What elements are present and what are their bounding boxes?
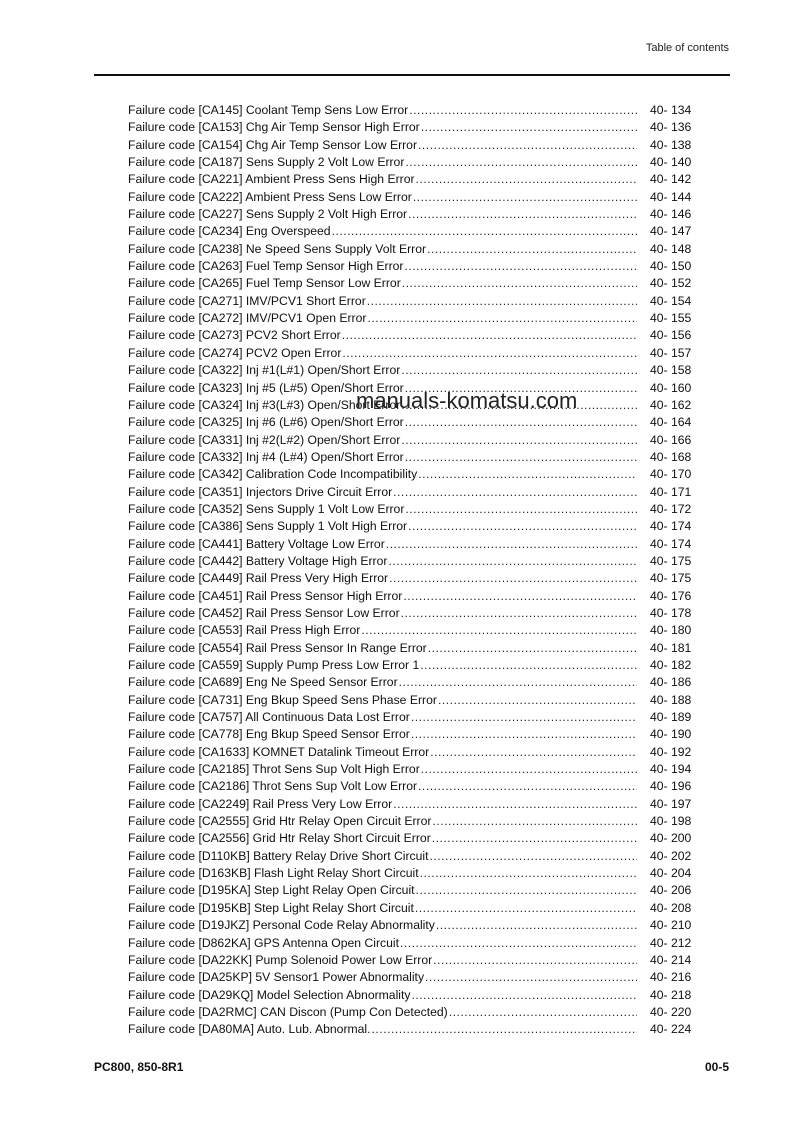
toc-entry-title: Failure code [CA273] PCV2 Short Error xyxy=(128,328,341,343)
toc-entry-page: 40- 154 xyxy=(650,293,692,308)
toc-leader-dots xyxy=(399,674,637,691)
toc-entry-page: 40- 152 xyxy=(650,276,692,291)
toc-entry-page: 40- 188 xyxy=(650,692,692,707)
toc-entry[interactable] xyxy=(128,484,710,501)
toc-entry-title: Failure code [CA452] Rail Press Sensor Low Error xyxy=(128,605,400,620)
toc-leader-dots xyxy=(436,917,637,934)
toc-entry-title: Failure code [DA80MA] Auto. Lub. Abnormal. xyxy=(128,1022,371,1037)
toc-leader-dots xyxy=(432,830,637,847)
toc-entry-title: Failure code [D163KB] Flash Light Relay Short Circuit xyxy=(128,866,419,881)
toc-entry[interactable] xyxy=(128,709,710,726)
toc-entry[interactable] xyxy=(128,778,710,795)
toc-entry-title: Failure code [CA332] Inj #4 (L#4) Open/Short Error xyxy=(128,449,404,464)
toc-entry[interactable] xyxy=(128,241,710,258)
toc-entry-title: Failure code [CA323] Inj #5 (L#5) Open/Short Error xyxy=(128,380,404,395)
toc-entry[interactable] xyxy=(128,900,710,917)
toc-leader-dots xyxy=(388,553,637,570)
toc-entry[interactable] xyxy=(128,275,710,292)
toc-entry-title: Failure code [CA227] Sens Supply 2 Volt High Error xyxy=(128,207,408,222)
toc-entry-title: Failure code [CA1633] KOMNET Datalink Timeout Error xyxy=(128,744,430,759)
toc-entry-page: 40- 156 xyxy=(650,328,692,343)
toc-entry[interactable] xyxy=(128,570,710,587)
toc-leader-dots xyxy=(416,882,637,899)
toc-entry-page: 40- 214 xyxy=(650,952,692,967)
toc-entry-title: Failure code [CA274] PCV2 Open Error xyxy=(128,345,342,360)
toc-entry-page: 40- 147 xyxy=(650,224,692,239)
toc-entry[interactable] xyxy=(128,969,710,986)
toc-entry-title: Failure code [CA324] Inj #3(L#3) Open/Short Error xyxy=(128,397,401,412)
toc-leader-dots xyxy=(342,327,637,344)
toc-leader-dots xyxy=(430,744,637,761)
toc-entry-title: Failure code [CA222] Ambient Press Sens Low Error xyxy=(128,189,412,204)
toc-entry-page: 40- 160 xyxy=(650,380,692,395)
toc-entry-page: 40- 200 xyxy=(650,831,692,846)
toc-entry[interactable] xyxy=(128,692,710,709)
toc-entry[interactable] xyxy=(128,327,710,344)
toc-entry-title: Failure code [CA757] All Continuous Data Lost Error xyxy=(128,710,410,725)
toc-entry-title: Failure code [CA352] Sens Supply 1 Volt Low Error xyxy=(128,501,405,516)
toc-leader-dots xyxy=(372,1021,637,1038)
toc-entry-page: 40- 176 xyxy=(650,588,692,603)
toc-entry-title: Failure code [DA29KQ] Model Selection Abnormality xyxy=(128,987,411,1002)
section-title: Table of contents xyxy=(645,42,729,54)
toc-leader-dots xyxy=(413,189,637,206)
toc-leader-dots xyxy=(386,536,637,553)
toc-leader-dots xyxy=(433,952,637,969)
toc-entry-title: Failure code [CA2186] Throt Sens Sup Volt Low Error xyxy=(128,779,418,794)
toc-entry-page: 40- 136 xyxy=(650,120,692,135)
toc-leader-dots xyxy=(418,778,637,795)
toc-entry-title: Failure code [CA153] Chg Air Temp Sensor High Error xyxy=(128,120,420,135)
toc-entry-page: 40- 218 xyxy=(650,987,692,1002)
toc-leader-dots xyxy=(367,293,637,310)
toc-leader-dots xyxy=(427,241,637,258)
toc-entry-page: 40- 178 xyxy=(650,605,692,620)
toc-entry-title: Failure code [CA451] Rail Press Sensor High Error xyxy=(128,588,403,603)
toc-entry[interactable] xyxy=(128,206,710,223)
toc-entry[interactable] xyxy=(128,310,710,327)
toc-entry[interactable] xyxy=(128,553,710,570)
toc-entry-page: 40- 216 xyxy=(650,970,692,985)
toc-entry-page: 40- 204 xyxy=(650,866,692,881)
toc-leader-dots xyxy=(420,657,637,674)
toc-entry-title: Failure code [CA154] Chg Air Temp Sensor Low Error xyxy=(128,137,418,152)
toc-leader-dots xyxy=(421,761,637,778)
toc-entry-page: 40- 181 xyxy=(650,640,692,655)
toc-leader-dots xyxy=(438,692,637,709)
toc-entry-title: Failure code [CA265] Fuel Temp Sensor Low Error xyxy=(128,276,401,291)
toc-entry[interactable] xyxy=(128,345,710,362)
toc-entry[interactable] xyxy=(128,189,710,206)
toc-entry-page: 40- 168 xyxy=(650,449,692,464)
toc-entry-page: 40- 148 xyxy=(650,241,692,256)
toc-entry-title: Failure code [CA441] Battery Voltage Low Error xyxy=(128,536,385,551)
toc-entry-page: 40- 164 xyxy=(650,415,692,430)
toc-entry[interactable] xyxy=(128,882,710,899)
toc-entry-page: 40- 197 xyxy=(650,796,692,811)
toc-leader-dots xyxy=(408,206,637,223)
toc-leader-dots xyxy=(449,1004,637,1021)
toc-entry-page: 40- 144 xyxy=(650,189,692,204)
toc-entry[interactable] xyxy=(128,293,710,310)
toc-entry[interactable] xyxy=(128,414,710,431)
toc-leader-dots xyxy=(405,154,637,171)
toc-entry[interactable] xyxy=(128,258,710,275)
toc-entry-title: Failure code [DA25KP] 5V Sensor1 Power Abnormality xyxy=(128,970,425,985)
toc-entry[interactable] xyxy=(128,848,710,865)
toc-leader-dots xyxy=(432,813,637,830)
toc-entry-title: Failure code [CA272] IMV/PCV1 Open Error xyxy=(128,311,367,326)
toc-entry-page: 40- 166 xyxy=(650,432,692,447)
toc-entry-page: 40- 208 xyxy=(650,900,692,915)
toc-entry[interactable] xyxy=(128,154,710,171)
header-divider xyxy=(94,74,730,76)
toc-entry-page: 40- 198 xyxy=(650,814,692,829)
toc-entry[interactable] xyxy=(128,223,710,240)
toc-entry-title: Failure code [CA2249] Rail Press Very Low Error xyxy=(128,796,393,811)
toc-entry-page: 40- 174 xyxy=(650,536,692,551)
toc-leader-dots xyxy=(425,969,637,986)
toc-entry-page: 40- 180 xyxy=(650,623,692,638)
toc-leader-dots xyxy=(405,449,637,466)
toc-entry-page: 40- 212 xyxy=(650,935,692,950)
toc-entry-page: 40- 206 xyxy=(650,883,692,898)
toc-leader-dots xyxy=(400,935,637,952)
toc-entry[interactable] xyxy=(128,588,710,605)
toc-entry-title: Failure code [CA342] Calibration Code Incompatibility xyxy=(128,467,418,482)
toc-entry-page: 40- 155 xyxy=(650,311,692,326)
toc-leader-dots xyxy=(418,137,637,154)
toc-leader-dots xyxy=(367,310,637,327)
toc-entry-page: 40- 140 xyxy=(650,155,692,170)
toc-leader-dots xyxy=(405,414,637,431)
toc-entry[interactable] xyxy=(128,935,710,952)
toc-leader-dots xyxy=(404,258,637,275)
toc-leader-dots xyxy=(393,796,637,813)
toc-entry-title: Failure code [CA271] IMV/PCV1 Short Error xyxy=(128,293,366,308)
toc-entry-title: Failure code [CA331] Inj #2(L#2) Open/Short Error xyxy=(128,432,401,447)
toc-entry[interactable] xyxy=(128,605,710,622)
toc-entry[interactable] xyxy=(128,761,710,778)
toc-leader-dots xyxy=(420,865,637,882)
toc-entry[interactable] xyxy=(128,830,710,847)
toc-entry[interactable] xyxy=(128,449,710,466)
toc-entry-title: Failure code [CA187] Sens Supply 2 Volt Low Error xyxy=(128,155,405,170)
toc-entry-title: Failure code [CA322] Inj #1(L#1) Open/Short Error xyxy=(128,363,401,378)
toc-entry[interactable] xyxy=(128,501,710,518)
toc-entry-title: Failure code [CA449] Rail Press Very High Error xyxy=(128,571,389,586)
toc-entry-page: 40- 171 xyxy=(650,484,692,499)
toc-entry[interactable] xyxy=(128,796,710,813)
toc-entry[interactable] xyxy=(128,865,710,882)
toc-entry[interactable] xyxy=(128,917,710,934)
toc-leader-dots xyxy=(402,275,637,292)
toc-entry[interactable] xyxy=(128,102,710,119)
toc-entry-page: 40- 142 xyxy=(650,172,692,187)
toc-entry-page: 40- 186 xyxy=(650,675,692,690)
toc-entry-title: Failure code [D195KA] Step Light Relay Open Circuit xyxy=(128,883,415,898)
toc-entry[interactable] xyxy=(128,952,710,969)
toc-leader-dots xyxy=(361,622,637,639)
toc-entry[interactable] xyxy=(128,518,710,535)
toc-entry[interactable] xyxy=(128,674,710,691)
toc-entry[interactable] xyxy=(128,987,710,1004)
toc-entry-page: 40- 190 xyxy=(650,727,692,742)
toc-entry-page: 40- 192 xyxy=(650,744,692,759)
toc-entry-page: 40- 182 xyxy=(650,658,692,672)
toc-entry-page: 40- 189 xyxy=(650,710,692,725)
toc-leader-dots xyxy=(389,570,637,587)
toc-entry-title: Failure code [D195KB] Step Light Relay Short Circuit xyxy=(128,900,414,915)
toc-entry-title: Failure code [D19JKZ] Personal Code Relay Abnormality xyxy=(128,918,435,933)
toc-entry-page: 40- 162 xyxy=(650,397,692,412)
toc-entry[interactable] xyxy=(128,622,710,639)
toc-leader-dots xyxy=(401,362,637,379)
toc-entry-title: Failure code [CA553] Rail Press High Error xyxy=(128,623,361,638)
toc-leader-dots xyxy=(418,466,637,483)
toc-leader-dots xyxy=(401,605,637,622)
toc-entry-title: Failure code [CA221] Ambient Press Sens High Error xyxy=(128,172,415,187)
toc-entry-title: Failure code [CA2185] Throt Sens Sup Volt High Error xyxy=(128,762,420,777)
toc-leader-dots xyxy=(342,345,637,362)
toc-entry-title: Failure code [CA238] Ne Speed Sens Supply Volt Error xyxy=(128,241,427,256)
toc-leader-dots xyxy=(409,102,637,119)
toc-entry-title: Failure code [DA22KK] Pump Solenoid Power Low Error xyxy=(128,952,433,967)
toc-entry[interactable] xyxy=(128,726,710,743)
toc-entry-title: Failure code [CA689] Eng Ne Speed Sensor Error xyxy=(128,675,398,690)
toc-entry[interactable] xyxy=(128,362,710,379)
toc-leader-dots xyxy=(405,501,637,518)
toc-entry-page: 40- 158 xyxy=(650,363,692,378)
toc-entry[interactable] xyxy=(128,1004,710,1021)
toc-entry-page: 40- 157 xyxy=(650,345,692,360)
toc-entry[interactable] xyxy=(128,657,710,674)
toc-entry-page: 40- 146 xyxy=(650,207,692,222)
toc-leader-dots xyxy=(393,484,637,501)
toc-entry[interactable] xyxy=(128,137,710,154)
toc-entry-page: 40- 220 xyxy=(650,1004,692,1019)
toc-entry-title: Failure code [D110KB] Battery Relay Drive Short Circuit xyxy=(128,848,429,863)
toc-entry-page: 40- 224 xyxy=(650,1022,692,1037)
toc-entry-title: Failure code [DA2RMC] CAN Discon (Pump Con Detected) xyxy=(128,1004,448,1019)
toc-entry-title: Failure code [CA2556] Grid Htr Relay Short Circuit Error xyxy=(128,831,431,846)
table-of-contents xyxy=(128,102,710,1039)
toc-leader-dots xyxy=(403,588,637,605)
toc-leader-dots xyxy=(411,726,637,743)
toc-entry-page: 40- 196 xyxy=(650,779,692,794)
toc-leader-dots xyxy=(430,848,637,865)
toc-entry-title: Failure code [CA2555] Grid Htr Relay Open Circuit Error xyxy=(128,814,432,829)
footer-model: PC800, 850-8R1 xyxy=(94,1060,184,1074)
toc-entry-page: 40- 138 xyxy=(650,137,692,152)
toc-entry-page: 40- 174 xyxy=(650,519,692,534)
toc-leader-dots xyxy=(332,223,637,240)
toc-entry-title: Failure code [CA325] Inj #6 (L#6) Open/Short Error xyxy=(128,415,404,430)
toc-entry-title: Failure code [CA263] Fuel Temp Sensor High Error xyxy=(128,259,404,274)
toc-entry[interactable] xyxy=(128,813,710,830)
toc-entry[interactable] xyxy=(128,536,710,553)
toc-entry-title: Failure code [CA145] Coolant Temp Sens Low Error xyxy=(128,103,409,117)
toc-entry-page: 40- 194 xyxy=(650,762,692,777)
toc-entry[interactable] xyxy=(128,119,710,136)
toc-leader-dots xyxy=(411,987,637,1004)
toc-entry-page: 40- 210 xyxy=(650,918,692,933)
toc-entry-title: Failure code [CA442] Battery Voltage High Error xyxy=(128,553,388,568)
toc-entry-page: 40- 150 xyxy=(650,259,692,274)
toc-leader-dots xyxy=(415,900,637,917)
toc-entry-page: 40- 172 xyxy=(650,501,692,516)
toc-entry[interactable] xyxy=(128,1021,710,1038)
toc-entry-page: 40- 202 xyxy=(650,848,692,863)
toc-entry[interactable] xyxy=(128,466,710,483)
toc-entry-title: Failure code [D862KA] GPS Antenna Open Circuit xyxy=(128,935,399,950)
toc-entry-title: Failure code [CA351] Injectors Drive Circuit Error xyxy=(128,484,393,499)
toc-leader-dots xyxy=(401,432,637,449)
toc-entry-page: 40- 175 xyxy=(650,553,692,568)
toc-entry[interactable] xyxy=(128,744,710,761)
toc-entry-title: Failure code [CA559] Supply Pump Press Low Error 1 xyxy=(128,658,420,672)
toc-leader-dots xyxy=(408,518,637,535)
toc-entry-title: Failure code [CA386] Sens Supply 1 Volt High Error xyxy=(128,519,408,534)
toc-entry[interactable] xyxy=(128,640,710,657)
toc-leader-dots xyxy=(411,709,637,726)
toc-entry[interactable] xyxy=(128,171,710,188)
toc-leader-dots xyxy=(421,119,637,136)
toc-leader-dots xyxy=(428,640,637,657)
toc-entry-page: 40- 175 xyxy=(650,571,692,586)
watermark: manuals-komatsu.com xyxy=(356,388,578,413)
toc-entry-title: Failure code [CA778] Eng Bkup Speed Sensor Error xyxy=(128,727,410,742)
toc-entry-title: Failure code [CA554] Rail Press Sensor In Range Error xyxy=(128,640,427,655)
toc-entry-title: Failure code [CA731] Eng Bkup Speed Sens Phase Error xyxy=(128,692,437,707)
toc-entry-page: 40- 170 xyxy=(650,467,692,482)
toc-entry[interactable] xyxy=(128,432,710,449)
toc-leader-dots xyxy=(416,171,637,188)
footer-page-number: 00-5 xyxy=(704,1060,729,1074)
toc-entry-title: Failure code [CA234] Eng Overspeed xyxy=(128,224,331,239)
toc-entry-page: 40- 134 xyxy=(650,103,692,117)
